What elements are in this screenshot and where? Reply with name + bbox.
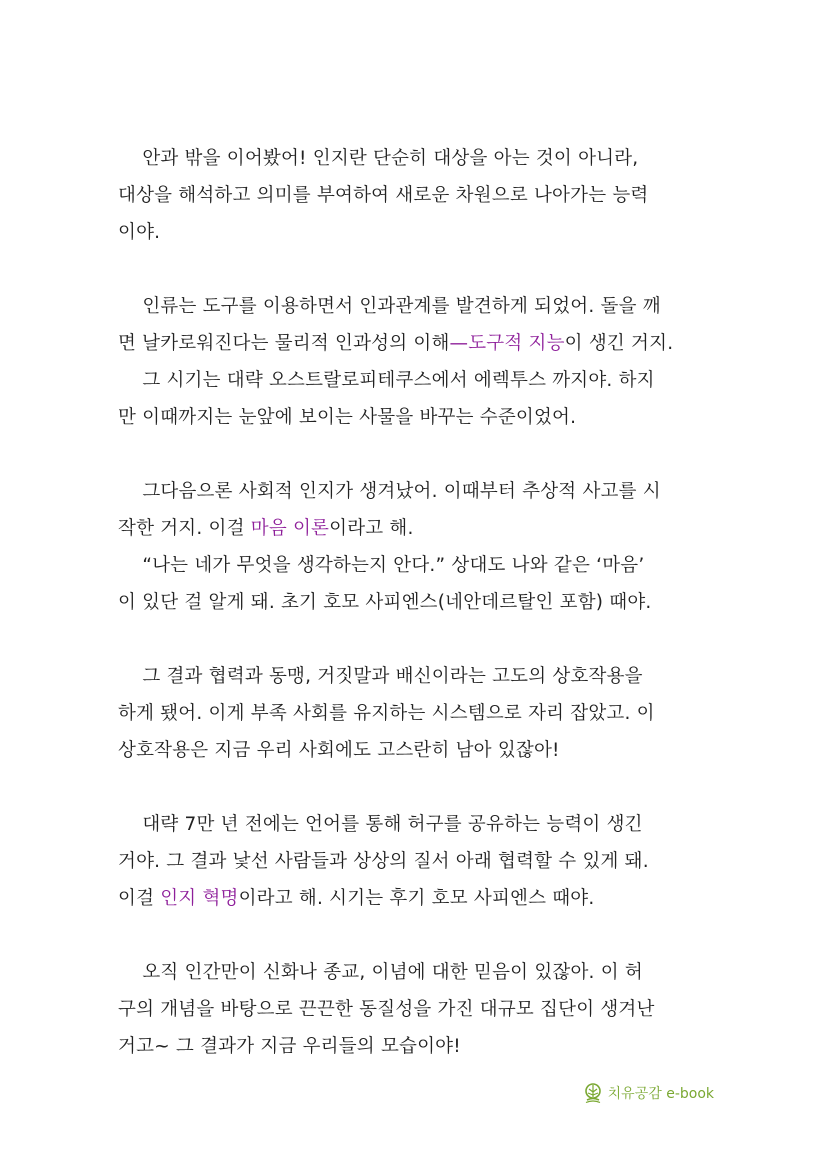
text-run: 대상을 해석하고 의미를 부여하여 새로운 차원으로 나아가는 능력 <box>118 185 649 206</box>
text-run: 거고~ 그 결과가 지금 우리들의 모습이야! <box>118 1036 461 1057</box>
text-line <box>118 177 718 214</box>
text-run: 거야. 그 결과 낯선 사람들과 상상의 질서 아래 협력할 수 있게 돼. <box>118 851 649 872</box>
highlighted-term: 인지 혁명 <box>160 888 239 909</box>
text-line <box>118 991 718 1028</box>
text-run: 만 이때까지는 눈앞에 보이는 사물을 바꾸는 수준이었어. <box>118 407 577 428</box>
footer-brand-text: 치유공감 e-book <box>607 1086 714 1102</box>
text-line <box>118 325 718 362</box>
text-line <box>118 362 718 399</box>
text-line <box>118 806 718 843</box>
text-run: 이 있단 걸 알게 돼. 초기 호모 사피엔스(네안데르탈인 포함) 때야. <box>118 592 652 613</box>
text-line <box>118 732 718 769</box>
text-run: 그 결과 협력과 동맹, 거짓말과 배신이라는 고도의 상호작용을 <box>118 666 643 687</box>
text-run: 인류는 도구를 이용하면서 인과관계를 발견하게 되었어. 돌을 깨 <box>118 296 661 317</box>
paragraph <box>118 806 718 917</box>
paragraph <box>118 140 718 251</box>
text-run: 안과 밖을 이어봤어! 인지란 단순히 대상을 아는 것이 아니라, <box>118 148 639 169</box>
paragraph <box>118 288 718 436</box>
text-line <box>118 658 718 695</box>
text-run: 이야. <box>118 222 161 243</box>
highlighted-term: 마음 이론 <box>250 518 330 539</box>
text-line <box>118 140 718 177</box>
text-run: 구의 개념을 바탕으로 끈끈한 동질성을 가진 대규모 집단이 생겨난 <box>118 999 655 1020</box>
text-run: 이 생긴 거지. <box>564 333 674 354</box>
text-line <box>118 214 718 251</box>
footer-brand <box>582 1080 714 1106</box>
paragraph <box>118 473 718 621</box>
text-line <box>118 510 718 547</box>
text-line <box>118 547 718 584</box>
tree-emblem-icon <box>582 1082 604 1104</box>
text-line <box>118 954 718 991</box>
text-line <box>118 1028 718 1065</box>
text-run: 작한 거지. 이걸 <box>118 518 251 539</box>
text-line <box>118 584 718 621</box>
text-line <box>118 843 718 880</box>
text-line <box>118 288 718 325</box>
paragraph <box>118 954 718 1065</box>
text-run: 이라고 해. 시기는 후기 호모 사피엔스 때야. <box>238 888 595 909</box>
text-run: “나는 네가 무엇을 생각하는지 안다.” 상대도 나와 같은 ‘마음’ <box>118 555 645 576</box>
text-run: 면 날카로워진다는 물리적 인과성의 이해 <box>118 333 450 354</box>
text-run: 그 시기는 대략 오스트랄로피테쿠스에서 에렉투스 까지야. 하지 <box>118 370 655 391</box>
text-run: 그다음으론 사회적 인지가 생겨났어. 이때부터 추상적 사고를 시 <box>118 481 661 502</box>
text-line <box>118 399 718 436</box>
text-run: 이라고 해. <box>329 518 414 539</box>
highlighted-term: —도구적 지능 <box>449 333 565 354</box>
text-run: 하게 됐어. 이게 부족 사회를 유지하는 시스템으로 자리 잡았고. 이 <box>118 703 655 724</box>
text-run: 상호작용은 지금 우리 사회에도 고스란히 남아 있잖아! <box>118 740 560 761</box>
paragraph <box>118 658 718 769</box>
text-run: 이걸 <box>118 888 161 909</box>
text-run: 오직 인간만이 신화나 종교, 이념에 대한 믿음이 있잖아. 이 허 <box>118 962 643 983</box>
text-run: 대략 7만 년 전에는 언어를 통해 허구를 공유하는 능력이 생긴 <box>118 814 643 835</box>
text-line <box>118 473 718 510</box>
text-line <box>118 880 718 917</box>
text-line <box>118 695 718 732</box>
